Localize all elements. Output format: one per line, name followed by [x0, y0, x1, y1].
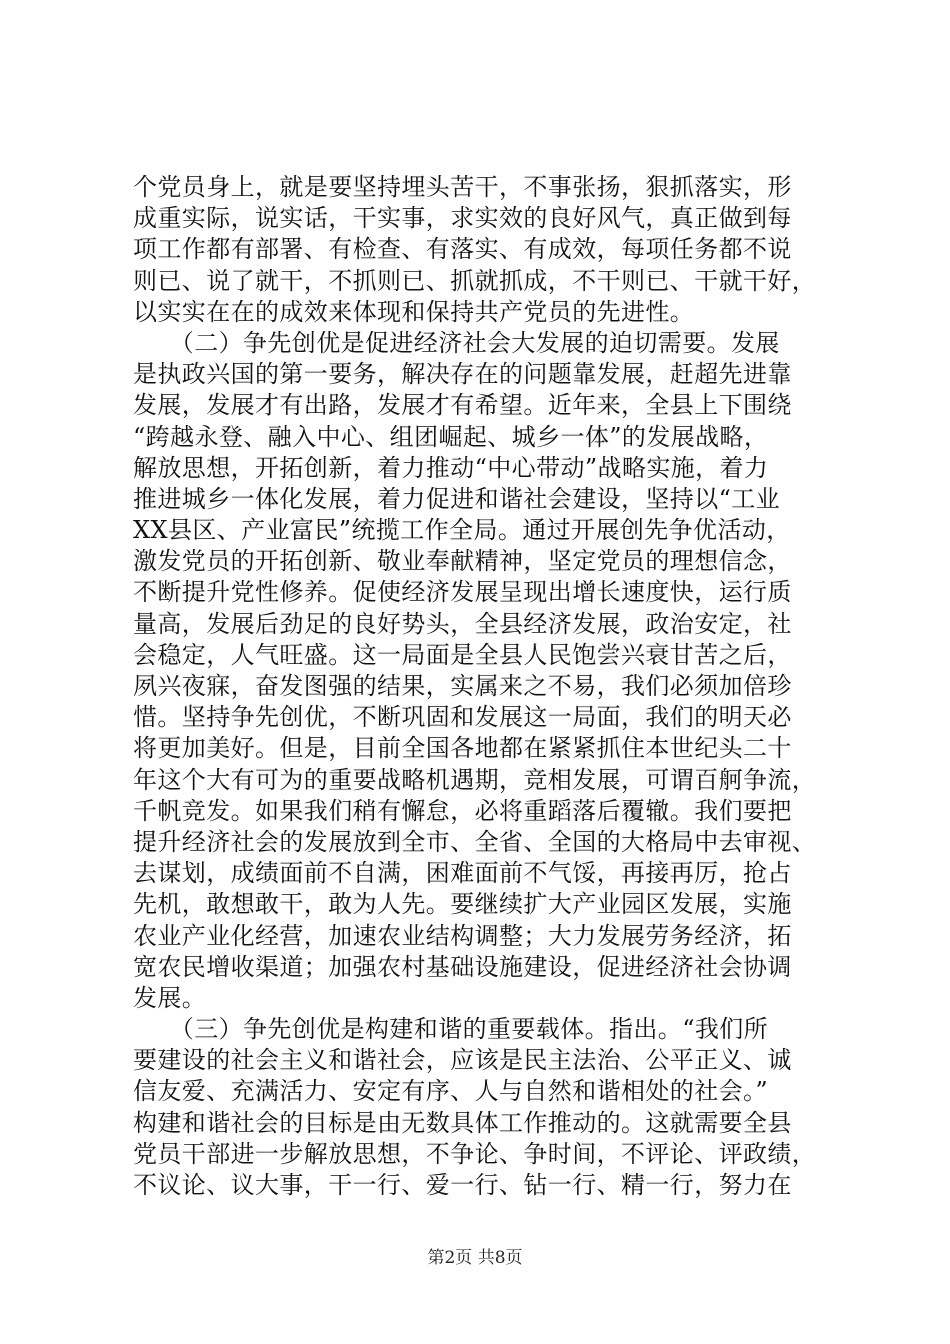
- text-line: 不议论、议大事，干一行、爱一行、钻一行、精一行，努力在: [133, 1171, 792, 1199]
- text-line: 成重实际，说实话，干实事，求实效的良好风气，真正做到每: [133, 204, 792, 233]
- text-line: 去谋划，成绩面前不自满，困难面前不气馁，再接再厉，抢占: [133, 859, 792, 888]
- text-line: 构建和谐社会的目标是由无数具体工作推动的。这就需要全县: [133, 1108, 792, 1137]
- text-line: 提升经济社会的发展放到全市、全省、全国的大格局中去审视、: [133, 827, 817, 856]
- text-line: 则已、说了就干，不抓则已、抓就抓成，不干则已、干就干好，: [133, 266, 817, 295]
- text-line: （三）争先创优是构建和谐的重要载体。指出。“我们所: [133, 1015, 769, 1044]
- body-text: [133, 172, 833, 1201]
- text-line: 先机，敢想敢干，敢为人先。要继续扩大产业园区发展，实施: [133, 890, 792, 919]
- text-line: 农业产业化经营，加速农业结构调整；大力发展劳务经济，拓: [133, 921, 792, 950]
- page-number-footer: 第2页 共8页: [427, 1248, 523, 1268]
- text-line: 项工作都有部署、有检查、有落实、有成效，每项任务都不说: [133, 235, 792, 264]
- text-line: 发展。: [133, 983, 207, 1012]
- text-line: 会稳定，人气旺盛。这一局面是全县人民饱尝兴衰甘苦之后，: [133, 640, 792, 669]
- text-line: 夙兴夜寐，奋发图强的结果，实属来之不易，我们必须加倍珍: [133, 672, 792, 700]
- text-line: 将更加美好。但是，目前全国各地都在紧紧抓住本世纪头二十: [133, 734, 792, 763]
- text-line: （二）争先创优是促进经济社会大发展的迫切需要。发展: [133, 328, 780, 357]
- text-line: 解放思想，开拓创新，着力推动“中心带动”战略实施，着力: [133, 453, 769, 482]
- text-line: 宽农民增收渠道；加强农村基础设施建设，促进经济社会协调: [133, 952, 792, 981]
- text-line: 不断提升党性修养。促使经济发展呈现出增长速度快，运行质: [133, 578, 792, 607]
- text-line: 惜。坚持争先创优，不断巩固和发展这一局面，我们的明天必: [133, 703, 792, 732]
- text-line: 党员干部进一步解放思想，不争论、争时间，不评论、评政绩，: [133, 1139, 817, 1168]
- text-line: 要建设的社会主义和谐社会，应该是民主法治、公平正义、诚: [133, 1046, 792, 1075]
- text-line: XX县区、产业富民”统揽工作全局。通过开展创先争优活动，: [133, 516, 791, 545]
- text-line: “跨越永登、融入中心、组团崛起、城乡一体”的发展战略，: [133, 422, 769, 451]
- text-line: 激发党员的开拓创新、敬业奉献精神，坚定党员的理想信念，: [133, 547, 792, 576]
- text-line: 发展，发展才有出路，发展才有希望。近年来，全县上下围绕: [133, 391, 792, 420]
- text-line: 年这个大有可为的重要战略机遇期，竞相发展，可谓百舸争流，: [133, 765, 817, 794]
- text-line: 量高，发展后劲足的良好势头，全县经济发展，政治安定，社: [133, 609, 792, 638]
- text-line: 个党员身上，就是要坚持埋头苦干，不事张扬，狠抓落实，形: [133, 173, 792, 201]
- text-line: 信友爱、充满活力、安定有序、人与自然和谐相处的社会。”: [133, 1077, 769, 1106]
- text-line: 推进城乡一体化发展，着力促进和谐社会建设，坚持以“工业: [133, 484, 781, 513]
- text-line: 是执政兴国的第一要务，解决存在的问题靠发展，赶超先进靠: [133, 360, 792, 389]
- text-line: 以实实在在的成效来体现和保持共产党员的先进性。: [133, 297, 695, 326]
- text-line: 千帆竞发。如果我们稍有懈怠，必将重蹈落后覆辙。我们要把: [133, 796, 792, 825]
